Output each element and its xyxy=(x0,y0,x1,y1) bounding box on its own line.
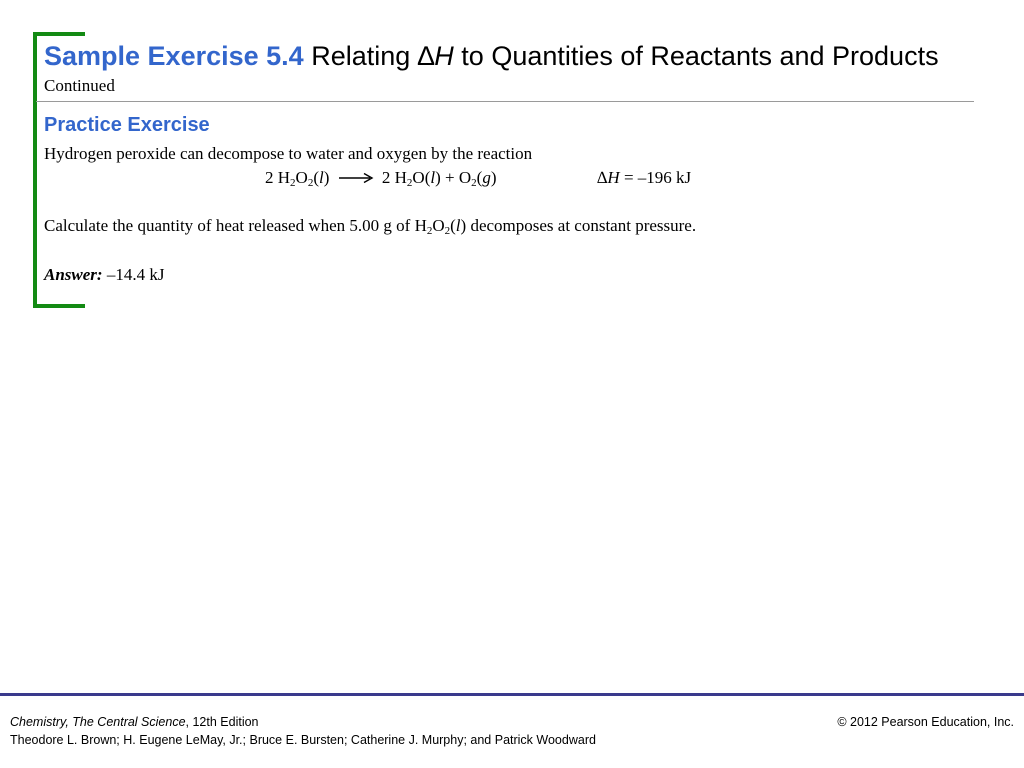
delta-h-value xyxy=(597,168,691,188)
state-paren: ( xyxy=(450,216,456,235)
delta-symbol: ∆ xyxy=(597,168,608,187)
state-symbol: l xyxy=(455,216,461,235)
subscript: 2 xyxy=(307,177,314,189)
footer-divider xyxy=(0,693,1024,696)
reaction-equation xyxy=(265,168,496,188)
reaction-arrow-icon xyxy=(338,172,374,184)
bracket-bottom xyxy=(33,304,85,308)
enthalpy-symbol: H xyxy=(434,41,454,71)
delta-h-number: = –196 kJ xyxy=(619,168,692,187)
state-symbol: l xyxy=(430,168,436,187)
book-edition: , 12th Edition xyxy=(185,715,259,729)
reactant-formula: 2 H xyxy=(265,168,291,187)
enthalpy-symbol: H xyxy=(607,168,620,187)
product-formula: ) + O xyxy=(435,168,472,187)
footer-authors: Theodore L. Brown; H. Eugene LeMay, Jr.; Bruce E. Bursten; Catherine J. Murphy; and Patrick Woodward xyxy=(10,733,596,747)
header-divider xyxy=(36,101,974,102)
answer-label: Answer: xyxy=(44,265,103,284)
footer-citation xyxy=(10,713,596,749)
answer-line xyxy=(44,265,164,285)
delta-symbol: ∆ xyxy=(417,41,435,71)
state-paren: ( xyxy=(313,168,319,187)
practice-question xyxy=(44,216,696,236)
exercise-title-after: to Quantities of Reactants and Products xyxy=(453,41,939,71)
state-paren: ) xyxy=(490,168,497,187)
product-formula: O( xyxy=(412,168,431,187)
bracket-vertical xyxy=(33,32,37,308)
footer-copyright: © 2012 Pearson Education, Inc. xyxy=(837,715,1014,729)
footer-book-line xyxy=(10,713,596,731)
reactant-formula: O xyxy=(295,168,308,187)
question-text: Calculate the quantity of heat released when 5.00 g of H xyxy=(44,216,427,235)
practice-intro: Hydrogen peroxide can decompose to water and oxygen by the reaction xyxy=(44,144,533,163)
product-formula: 2 H xyxy=(381,168,407,187)
exercise-title-before: Relating xyxy=(303,41,418,71)
question-formula: O xyxy=(432,216,445,235)
subscript: 2 xyxy=(406,177,413,189)
state-symbol: g xyxy=(482,168,491,187)
state-paren: ( xyxy=(476,168,483,187)
subscript: 2 xyxy=(444,225,451,237)
question-text: ) decomposes at constant pressure. xyxy=(460,216,697,235)
state-paren: ) xyxy=(323,168,330,187)
answer-value: –14.4 kJ xyxy=(102,265,165,284)
state-symbol: l xyxy=(318,168,324,187)
exercise-label: Sample Exercise 5.4 xyxy=(44,41,304,71)
practice-heading: Practice Exercise xyxy=(44,114,210,136)
subscript: 2 xyxy=(426,225,433,237)
book-title: Chemistry, The Central Science xyxy=(10,715,186,729)
subscript: 2 xyxy=(471,177,477,189)
continued-label: Continued xyxy=(44,76,115,95)
slide-title xyxy=(44,38,939,74)
subscript: 2 xyxy=(290,177,296,189)
bracket-top xyxy=(33,32,85,36)
